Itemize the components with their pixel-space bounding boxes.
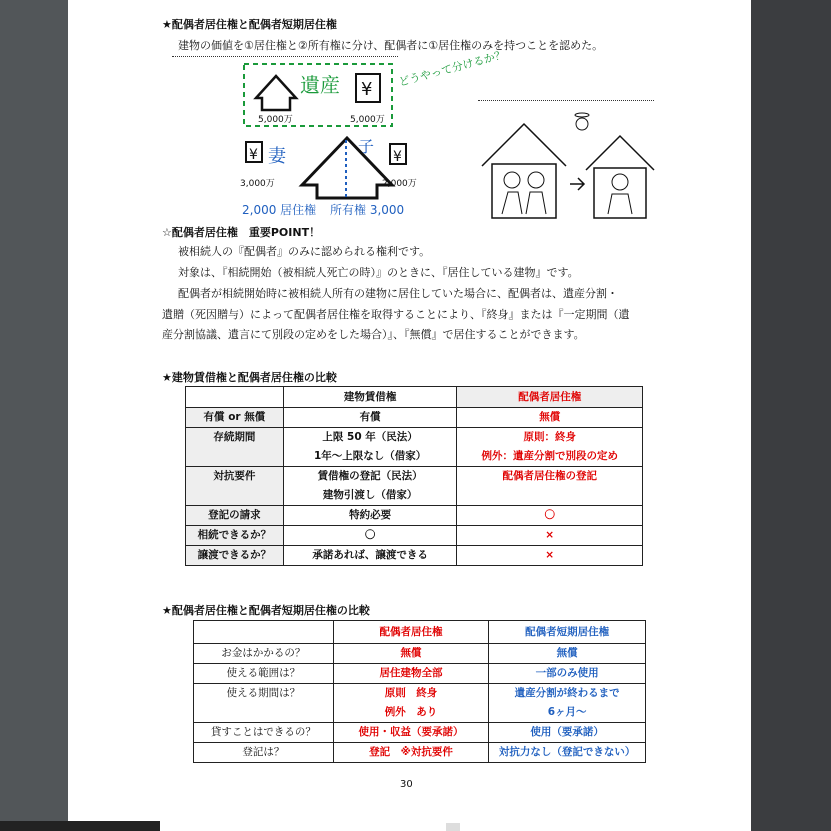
cell-line: 遺産分割が終わるまで	[514, 687, 620, 699]
cell-line: 賃借権の登記（民法）	[317, 470, 423, 482]
table-row	[186, 428, 643, 467]
cell-line: 特約必要	[349, 509, 392, 521]
question-note: どうやって分けるか？	[397, 47, 508, 89]
row-label: 相続できるか？	[186, 526, 284, 546]
page-number: 30	[400, 779, 413, 790]
yen-icon: ¥	[361, 79, 373, 100]
header-cell: 建物賃借権	[283, 387, 457, 408]
person-body	[526, 192, 546, 214]
cell-col-1	[283, 408, 457, 428]
cell-line: 〇	[544, 509, 555, 521]
cell-line: ×	[545, 549, 555, 561]
cell-col-1	[333, 743, 489, 763]
point-line-4: 遺贈（死因贈与）によって配偶者居住権を取得することにより、『終身』または『一定期間（遺	[162, 308, 630, 321]
cell-line: 一部のみ使用	[535, 667, 599, 679]
table-row	[194, 684, 646, 723]
cell-col-1	[283, 526, 457, 546]
house-left-roof	[482, 124, 566, 166]
cell-line: 承諾あれば、譲渡できる	[312, 549, 428, 561]
section-title-1: ★配偶者居住権と配偶者短期居住権	[162, 18, 337, 31]
wife-amount: 3,000万	[240, 179, 275, 189]
child-right: 所有権 3,000	[330, 203, 405, 217]
cell-col-2	[489, 743, 646, 763]
cell-line: 例外 あり	[384, 706, 438, 718]
table-row	[194, 664, 646, 684]
comparison-table-1	[185, 386, 643, 566]
wife-right: 2,000 居住権	[242, 203, 317, 217]
cell-line: 〇	[364, 529, 376, 541]
house-left-wall	[492, 164, 556, 218]
person-icon	[528, 172, 544, 188]
estate-value-left: 5,000万	[258, 115, 293, 125]
row-label: お金はかかるの？	[194, 644, 334, 664]
divider	[172, 56, 398, 57]
cell-line: 登記 ※対抗要件	[369, 746, 453, 758]
cell-line: 配偶者居住権の登記	[502, 470, 597, 482]
header-cell	[194, 621, 334, 644]
cell-col-2	[457, 546, 643, 566]
yen-icon-child: ¥	[393, 149, 402, 165]
table-row	[186, 408, 643, 428]
cell-line: 有償	[359, 411, 381, 423]
cell-line: 無償	[400, 647, 422, 659]
person-icon	[612, 174, 628, 190]
cell-col-1	[283, 546, 457, 566]
row-label: 使える期間は？	[194, 684, 334, 723]
cell-col-1	[333, 664, 489, 684]
inheritance-figure	[172, 47, 508, 222]
cell-col-2	[457, 506, 643, 526]
cell-line: 使用（要承諾）	[530, 726, 604, 738]
halo-icon	[575, 113, 589, 117]
child-amount: 2,000万	[382, 179, 417, 189]
cell-col-1	[283, 467, 457, 506]
table1-title: ★建物賃借権と配偶者居住権の比較	[162, 371, 337, 384]
cell-line: 原則：終身	[523, 431, 576, 443]
cell-col-1	[283, 428, 457, 467]
child-label: 子	[358, 137, 375, 156]
cell-line: 無償	[539, 411, 561, 423]
header-cell: 配偶者短期居住権	[489, 621, 646, 644]
intro-text: 建物の価値を①居住権と②所有権に分け、配偶者に①居住権のみを持つことを認めた。	[178, 39, 604, 52]
cell-col-2	[489, 664, 646, 684]
header-cell: 配偶者居住権	[333, 621, 489, 644]
cell-line: 上限 50 年（民法）	[322, 431, 418, 443]
cell-col-1	[333, 644, 489, 664]
cell-col-1	[333, 723, 489, 743]
comparison-table-2	[193, 620, 646, 763]
cell-col-2	[489, 684, 646, 723]
header-cell: 配偶者居住権	[457, 387, 643, 408]
header-cell	[186, 387, 284, 408]
row-label: 対抗要件	[186, 467, 284, 506]
viewer-status-bar	[0, 821, 160, 831]
point-line-1: 被相続人の『配偶者』のみに認められる権利です。	[178, 245, 431, 258]
cell-line: 例外：遺産分割で別段の定め	[481, 450, 618, 462]
table-row	[186, 546, 643, 566]
row-label: 使える範囲は？	[194, 664, 334, 684]
person-body	[502, 192, 522, 214]
wife-label: 妻	[268, 146, 286, 167]
row-label: 貸すことはできるの？	[194, 723, 334, 743]
cell-col-2	[457, 526, 643, 546]
viewer-control[interactable]	[446, 823, 460, 831]
angel-icon	[576, 118, 588, 130]
cell-line: 建物引渡し（借家）	[322, 489, 418, 501]
point-line-5: 産分割協議、遺言にて別段の定めをした場合）』、『無償』で居住することができます。	[162, 328, 585, 341]
cell-line: 1年～上限なし（借家）	[313, 450, 427, 462]
table-row	[186, 506, 643, 526]
row-label: 譲渡できるか？	[186, 546, 284, 566]
cell-line: 無償	[556, 647, 578, 659]
row-label: 有償 or 無償	[186, 408, 284, 428]
cell-col-1	[283, 506, 457, 526]
cell-line: 居住建物全部	[379, 667, 443, 679]
table2-title: ★配偶者居住権と配偶者短期居住権の比較	[162, 604, 370, 617]
table-row	[194, 644, 646, 664]
couple-illustration	[478, 106, 658, 222]
point-line-3: 配偶者が相続開始時に被相続人所有の建物に居住していた場合に、配偶者は、遺産分割・	[178, 287, 618, 300]
table-row	[194, 743, 646, 763]
table-row	[186, 467, 643, 506]
point-title: ☆配偶者居住権 重要POINT！	[162, 226, 321, 239]
cell-line: ×	[545, 529, 555, 541]
cell-col-2	[457, 467, 643, 506]
row-label: 登記の請求	[186, 506, 284, 526]
document-page	[68, 0, 751, 831]
person-body	[608, 194, 632, 214]
row-label: 存続期間	[186, 428, 284, 467]
cell-line: 原則 終身	[384, 687, 438, 699]
cell-line: 使用・収益（要承諾）	[358, 726, 464, 738]
table-row	[194, 723, 646, 743]
arrow-icon	[570, 178, 584, 190]
estate-label: 遺産	[300, 73, 340, 97]
cell-col-2	[489, 644, 646, 664]
cell-col-2	[457, 428, 643, 467]
cell-col-1	[333, 684, 489, 723]
row-label: 登記は？	[194, 743, 334, 763]
divider-right	[478, 100, 654, 101]
yen-icon-wife: ¥	[249, 147, 258, 163]
point-line-2: 対象は、『相続開始（被相続人死亡の時）』のときに、『居住している建物』です。	[178, 266, 579, 279]
house-right-wall	[594, 168, 646, 218]
cell-line: 対抗力なし（登記できない）	[498, 746, 636, 758]
cell-line: 6ヶ月～	[547, 706, 587, 718]
table-row	[186, 526, 643, 546]
viewer-margin	[751, 0, 831, 831]
estate-value-right: 5,000万	[350, 115, 385, 125]
house-icon	[256, 76, 296, 110]
person-icon	[504, 172, 520, 188]
house-right-roof	[586, 136, 654, 170]
cell-col-2	[457, 408, 643, 428]
cell-col-2	[489, 723, 646, 743]
